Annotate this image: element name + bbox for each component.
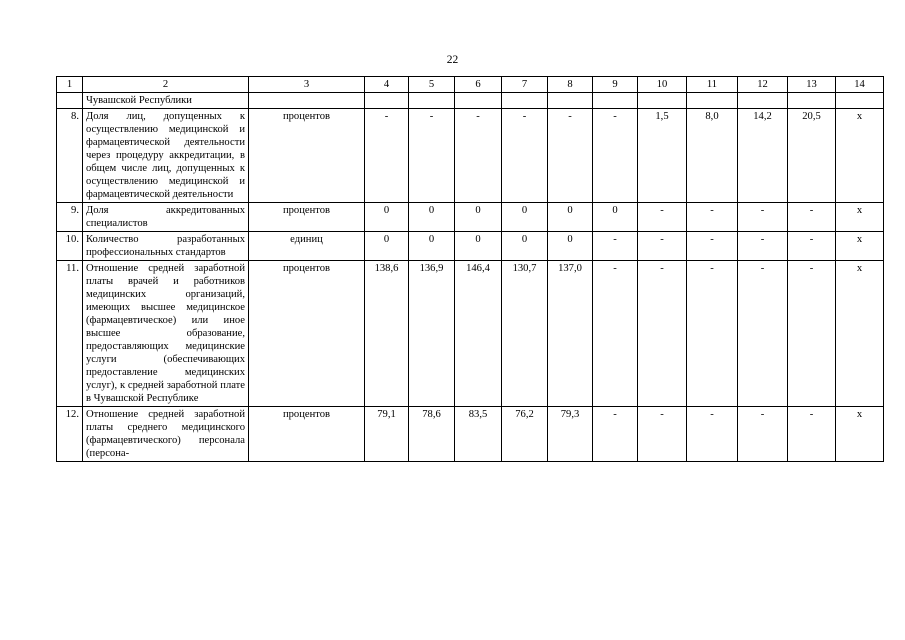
value-cell: -: [593, 109, 638, 203]
value-cell: -: [687, 232, 738, 261]
indicator-name: Доля лиц, допущенных к осуществлению медицинской и фармацевтической деятельности через процедуру аккредитации, в общем числе лиц, допущенных к осуществлению медицинской и фармацевтической деятельности: [83, 109, 249, 203]
value-cell: 14,2: [738, 109, 788, 203]
value-cell: 78,6: [409, 407, 455, 462]
value-cell: -: [593, 261, 638, 407]
value-cell: 0: [365, 203, 409, 232]
header-cell: 12: [738, 77, 788, 93]
header-cell: 1: [57, 77, 83, 93]
value-cell: [365, 93, 409, 109]
value-cell: 0: [593, 203, 638, 232]
value-cell: 130,7: [502, 261, 548, 407]
value-cell: -: [687, 203, 738, 232]
value-cell: 0: [502, 232, 548, 261]
value-cell: 0: [455, 203, 502, 232]
value-cell: 76,2: [502, 407, 548, 462]
value-cell: 136,9: [409, 261, 455, 407]
value-cell: [502, 93, 548, 109]
value-cell: 1,5: [638, 109, 687, 203]
value-cell: -: [502, 109, 548, 203]
page-number: 22: [446, 54, 459, 66]
unit-cell: процентов: [249, 203, 365, 232]
row-number: [57, 93, 83, 109]
value-cell: 0: [365, 232, 409, 261]
header-cell: 4: [365, 77, 409, 93]
table-row: [57, 261, 884, 407]
table-row: [57, 232, 884, 261]
value-cell: 0: [455, 232, 502, 261]
header-cell: 7: [502, 77, 548, 93]
unit-cell: единиц: [249, 232, 365, 261]
value-cell: 20,5: [788, 109, 836, 203]
value-cell: [455, 93, 502, 109]
table-row: [57, 407, 884, 462]
header-cell: 2: [83, 77, 249, 93]
header-cell: 14: [836, 77, 884, 93]
indicator-name: Отношение средней заработной платы среднего медицинского (фармацевтического) персонала (персона-: [83, 407, 249, 462]
value-cell: [548, 93, 593, 109]
value-cell: х: [836, 203, 884, 232]
header-cell: 5: [409, 77, 455, 93]
value-cell: [409, 93, 455, 109]
value-cell: [687, 93, 738, 109]
value-cell: х: [836, 407, 884, 462]
value-cell: [593, 93, 638, 109]
value-cell: -: [788, 232, 836, 261]
indicator-name: Доля аккредитованных специалистов: [83, 203, 249, 232]
value-cell: 0: [409, 232, 455, 261]
header-cell: 13: [788, 77, 836, 93]
value-cell: 79,3: [548, 407, 593, 462]
value-cell: -: [638, 203, 687, 232]
value-cell: 137,0: [548, 261, 593, 407]
column-numbers-row: [57, 77, 884, 93]
table-row: [57, 109, 884, 203]
table-row: [57, 93, 884, 109]
value-cell: -: [638, 407, 687, 462]
indicators-table: [56, 76, 884, 462]
value-cell: -: [738, 203, 788, 232]
header-cell: 3: [249, 77, 365, 93]
unit-cell: процентов: [249, 109, 365, 203]
header-cell: 9: [593, 77, 638, 93]
value-cell: -: [738, 407, 788, 462]
indicator-name: Чувашской Республики: [83, 93, 249, 109]
unit-cell: процентов: [249, 261, 365, 407]
value-cell: 146,4: [455, 261, 502, 407]
row-number: 8.: [57, 109, 83, 203]
value-cell: -: [738, 232, 788, 261]
value-cell: [738, 93, 788, 109]
table-row: [57, 203, 884, 232]
row-number: 10.: [57, 232, 83, 261]
value-cell: -: [788, 261, 836, 407]
value-cell: -: [738, 261, 788, 407]
value-cell: -: [638, 232, 687, 261]
value-cell: [788, 93, 836, 109]
value-cell: -: [788, 407, 836, 462]
value-cell: -: [687, 407, 738, 462]
value-cell: -: [638, 261, 687, 407]
row-number: 9.: [57, 203, 83, 232]
value-cell: 83,5: [455, 407, 502, 462]
value-cell: -: [365, 109, 409, 203]
row-number: 11.: [57, 261, 83, 407]
value-cell: -: [409, 109, 455, 203]
value-cell: х: [836, 261, 884, 407]
value-cell: [638, 93, 687, 109]
value-cell: х: [836, 232, 884, 261]
header-cell: 8: [548, 77, 593, 93]
value-cell: -: [548, 109, 593, 203]
value-cell: -: [593, 232, 638, 261]
value-cell: 8,0: [687, 109, 738, 203]
value-cell: 138,6: [365, 261, 409, 407]
value-cell: 0: [502, 203, 548, 232]
value-cell: 0: [409, 203, 455, 232]
value-cell: -: [455, 109, 502, 203]
value-cell: -: [788, 203, 836, 232]
value-cell: 0: [548, 203, 593, 232]
header-cell: 11: [687, 77, 738, 93]
value-cell: [836, 93, 884, 109]
value-cell: -: [687, 261, 738, 407]
row-number: 12.: [57, 407, 83, 462]
value-cell: х: [836, 109, 884, 203]
value-cell: 0: [548, 232, 593, 261]
indicator-name: Количество разработанных профессиональных стандартов: [83, 232, 249, 261]
value-cell: 79,1: [365, 407, 409, 462]
header-cell: 6: [455, 77, 502, 93]
indicator-name: Отношение средней заработной платы врачей и работников медицинских организаций, имеющих высшее медицинское (фармацевтическое) или иное высшее образование, предоставляющих медицинские услуги (обеспечивающих предоставление медицинских услуг), к средней заработной плате в Чувашской Республике: [83, 261, 249, 407]
value-cell: -: [593, 407, 638, 462]
header-cell: 10: [638, 77, 687, 93]
unit-cell: [249, 93, 365, 109]
unit-cell: процентов: [249, 407, 365, 462]
